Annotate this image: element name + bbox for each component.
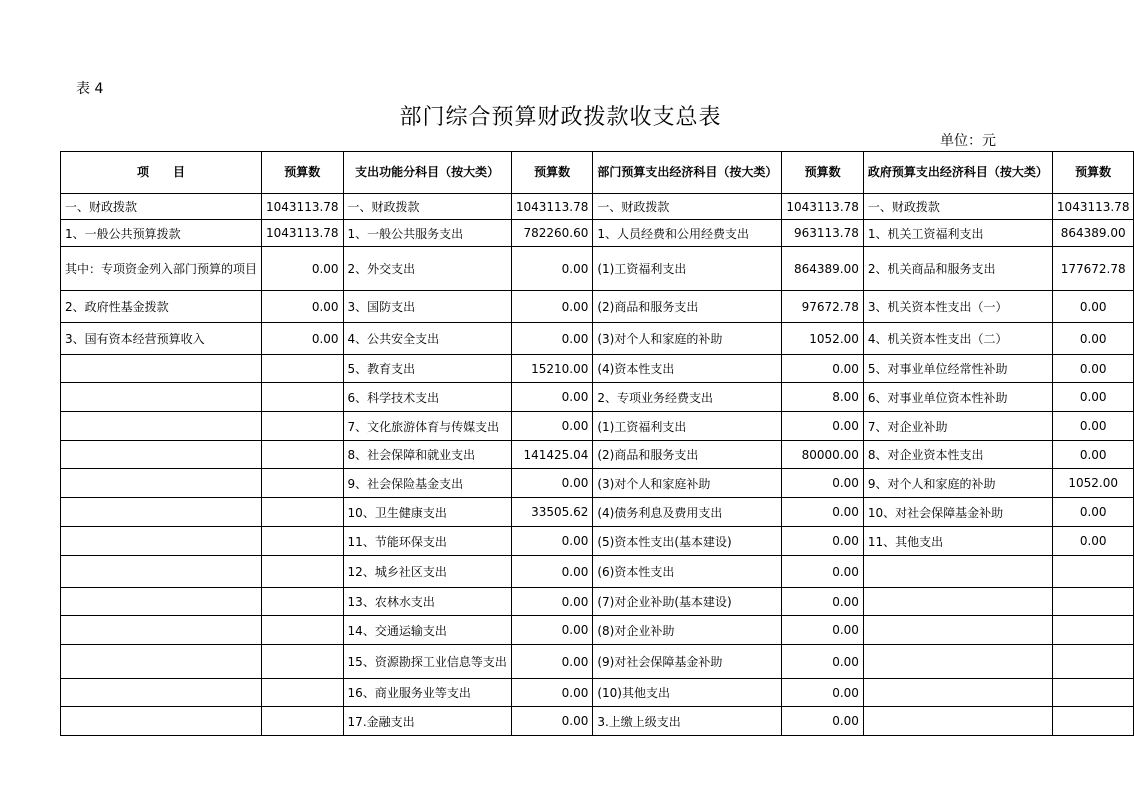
category-cell: (7)对企业补助(基本建设) bbox=[593, 588, 782, 616]
budget-amount-cell: 0.00 bbox=[262, 247, 344, 291]
budget-amount-cell: 0.00 bbox=[1052, 323, 1134, 355]
category-cell: 1、一般公共服务支出 bbox=[343, 220, 511, 247]
page-title: 部门综合预算财政拨款收支总表 bbox=[399, 105, 722, 130]
table-row bbox=[61, 291, 1134, 323]
category-cell: 5、对事业单位经常性补助 bbox=[863, 355, 1052, 383]
table-number-label: 表 4 bbox=[76, 81, 104, 97]
budget-amount-cell: 0.00 bbox=[1052, 527, 1134, 556]
budget-amount-cell: 0.00 bbox=[782, 556, 864, 588]
budget-amount-cell bbox=[262, 527, 344, 556]
col-header-budget: 预算数 bbox=[1052, 152, 1134, 194]
budget-amount-cell: 97672.78 bbox=[782, 291, 864, 323]
header-row bbox=[61, 152, 1134, 194]
budget-amount-cell: 0.00 bbox=[511, 588, 593, 616]
budget-amount-cell: 141425.04 bbox=[511, 441, 593, 469]
budget-amount-cell: 0.00 bbox=[1052, 441, 1134, 469]
budget-amount-cell bbox=[1052, 588, 1134, 616]
budget-amount-cell bbox=[262, 441, 344, 469]
budget-amount-cell: 0.00 bbox=[1052, 412, 1134, 441]
budget-amount-cell: 0.00 bbox=[782, 498, 864, 527]
budget-amount-cell: 0.00 bbox=[511, 707, 593, 736]
budget-amount-cell: 1043113.78 bbox=[262, 220, 344, 247]
category-cell bbox=[863, 679, 1052, 707]
category-cell: (2)商品和服务支出 bbox=[593, 441, 782, 469]
category-cell: 15、资源勘探工业信息等支出 bbox=[343, 645, 511, 679]
category-cell: 2、机关商品和服务支出 bbox=[863, 247, 1052, 291]
budget-amount-cell: 8.00 bbox=[782, 383, 864, 412]
budget-amount-cell bbox=[262, 412, 344, 441]
budget-amount-cell: 0.00 bbox=[262, 323, 344, 355]
category-cell bbox=[61, 588, 262, 616]
category-cell: 2、外交支出 bbox=[343, 247, 511, 291]
category-cell: 7、文化旅游体育与传媒支出 bbox=[343, 412, 511, 441]
category-cell: 3、机关资本性支出（一） bbox=[863, 291, 1052, 323]
budget-amount-cell: 0.00 bbox=[782, 588, 864, 616]
category-cell: 10、卫生健康支出 bbox=[343, 498, 511, 527]
category-cell bbox=[61, 645, 262, 679]
category-cell bbox=[61, 616, 262, 645]
col-header-item: 项 目 bbox=[61, 152, 262, 194]
category-cell: 8、社会保障和就业支出 bbox=[343, 441, 511, 469]
table-row bbox=[61, 556, 1134, 588]
unit-label: 单位：元 bbox=[940, 133, 996, 149]
col-header-function-category: 支出功能分科目（按大类） bbox=[343, 152, 511, 194]
category-cell: 6、对事业单位资本性补助 bbox=[863, 383, 1052, 412]
budget-amount-cell: 15210.00 bbox=[511, 355, 593, 383]
budget-amount-cell: 0.00 bbox=[782, 469, 864, 498]
category-cell: 10、对社会保障基金补助 bbox=[863, 498, 1052, 527]
table-row bbox=[61, 220, 1134, 247]
category-cell: 6、科学技术支出 bbox=[343, 383, 511, 412]
category-cell: (5)资本性支出(基本建设) bbox=[593, 527, 782, 556]
table-row bbox=[61, 383, 1134, 412]
table-row bbox=[61, 323, 1134, 355]
table-row bbox=[61, 355, 1134, 383]
table-row bbox=[61, 616, 1134, 645]
budget-amount-cell: 177672.78 bbox=[1052, 247, 1134, 291]
budget-amount-cell: 1043113.78 bbox=[782, 194, 864, 220]
budget-amount-cell: 1043113.78 bbox=[511, 194, 593, 220]
category-cell: 4、机关资本性支出（二） bbox=[863, 323, 1052, 355]
budget-amount-cell bbox=[262, 469, 344, 498]
category-cell bbox=[863, 707, 1052, 736]
budget-amount-cell: 80000.00 bbox=[782, 441, 864, 469]
category-cell bbox=[61, 498, 262, 527]
budget-amount-cell bbox=[1052, 679, 1134, 707]
budget-amount-cell: 0.00 bbox=[782, 616, 864, 645]
table-row bbox=[61, 645, 1134, 679]
table-row bbox=[61, 679, 1134, 707]
category-cell bbox=[61, 441, 262, 469]
category-cell bbox=[863, 588, 1052, 616]
budget-amount-cell: 0.00 bbox=[782, 412, 864, 441]
budget-amount-cell: 0.00 bbox=[1052, 383, 1134, 412]
col-header-budget: 预算数 bbox=[262, 152, 344, 194]
col-header-budget: 预算数 bbox=[782, 152, 864, 194]
category-cell bbox=[61, 527, 262, 556]
category-cell: 2、专项业务经费支出 bbox=[593, 383, 782, 412]
budget-amount-cell bbox=[262, 707, 344, 736]
category-cell: 11、其他支出 bbox=[863, 527, 1052, 556]
budget-amount-cell: 1052.00 bbox=[782, 323, 864, 355]
category-cell: (3)对个人和家庭补助 bbox=[593, 469, 782, 498]
budget-amount-cell bbox=[1052, 645, 1134, 679]
category-cell: 其中：专项资金列入部门预算的项目 bbox=[61, 247, 262, 291]
col-header-gov-economic-category: 政府预算支出经济科目（按大类） bbox=[863, 152, 1052, 194]
category-cell: 12、城乡社区支出 bbox=[343, 556, 511, 588]
table-row bbox=[61, 247, 1134, 291]
category-cell: 4、公共安全支出 bbox=[343, 323, 511, 355]
col-header-dept-economic-category: 部门预算支出经济科目（按大类） bbox=[593, 152, 782, 194]
category-cell bbox=[61, 355, 262, 383]
budget-amount-cell bbox=[262, 679, 344, 707]
budget-amount-cell: 0.00 bbox=[1052, 291, 1134, 323]
category-cell: 7、对企业补助 bbox=[863, 412, 1052, 441]
budget-amount-cell: 1052.00 bbox=[1052, 469, 1134, 498]
category-cell: 1、机关工资福利支出 bbox=[863, 220, 1052, 247]
budget-amount-cell: 0.00 bbox=[511, 616, 593, 645]
budget-amount-cell: 782260.60 bbox=[511, 220, 593, 247]
budget-amount-cell: 864389.00 bbox=[1052, 220, 1134, 247]
category-cell: 2、政府性基金拨款 bbox=[61, 291, 262, 323]
budget-amount-cell: 0.00 bbox=[262, 291, 344, 323]
category-cell: (1)工资福利支出 bbox=[593, 247, 782, 291]
category-cell: 1、人员经费和公用经费支出 bbox=[593, 220, 782, 247]
budget-amount-cell: 0.00 bbox=[782, 679, 864, 707]
category-cell: 14、交通运输支出 bbox=[343, 616, 511, 645]
category-cell: (4)资本性支出 bbox=[593, 355, 782, 383]
budget-amount-cell bbox=[1052, 707, 1134, 736]
budget-amount-cell: 0.00 bbox=[782, 527, 864, 556]
category-cell: (1)工资福利支出 bbox=[593, 412, 782, 441]
category-cell bbox=[61, 383, 262, 412]
category-cell: 一、财政拨款 bbox=[593, 194, 782, 220]
budget-amount-cell: 0.00 bbox=[511, 645, 593, 679]
category-cell: 一、财政拨款 bbox=[863, 194, 1052, 220]
category-cell bbox=[863, 616, 1052, 645]
category-cell: 一、财政拨款 bbox=[343, 194, 511, 220]
category-cell: 13、农林水支出 bbox=[343, 588, 511, 616]
budget-amount-cell: 33505.62 bbox=[511, 498, 593, 527]
budget-amount-cell: 0.00 bbox=[782, 707, 864, 736]
budget-amount-cell bbox=[262, 355, 344, 383]
category-cell: (2)商品和服务支出 bbox=[593, 291, 782, 323]
table-row bbox=[61, 527, 1134, 556]
budget-amount-cell: 0.00 bbox=[511, 679, 593, 707]
budget-amount-cell: 0.00 bbox=[782, 645, 864, 679]
budget-summary-table bbox=[60, 151, 1134, 736]
budget-amount-cell: 0.00 bbox=[511, 527, 593, 556]
category-cell: 5、教育支出 bbox=[343, 355, 511, 383]
category-cell: (9)对社会保障基金补助 bbox=[593, 645, 782, 679]
budget-amount-cell: 1043113.78 bbox=[262, 194, 344, 220]
col-header-budget: 预算数 bbox=[511, 152, 593, 194]
category-cell: 16、商业服务业等支出 bbox=[343, 679, 511, 707]
table-row bbox=[61, 707, 1134, 736]
category-cell: 11、节能环保支出 bbox=[343, 527, 511, 556]
category-cell: 3、国有资本经营预算收入 bbox=[61, 323, 262, 355]
category-cell: (3)对个人和家庭的补助 bbox=[593, 323, 782, 355]
budget-amount-cell bbox=[262, 616, 344, 645]
budget-amount-cell bbox=[262, 645, 344, 679]
category-cell bbox=[863, 645, 1052, 679]
budget-amount-cell bbox=[1052, 556, 1134, 588]
table-row bbox=[61, 441, 1134, 469]
category-cell: 1、一般公共预算拨款 bbox=[61, 220, 262, 247]
category-cell bbox=[61, 412, 262, 441]
table-row bbox=[61, 469, 1134, 498]
category-cell bbox=[61, 679, 262, 707]
table-row bbox=[61, 498, 1134, 527]
budget-amount-cell: 0.00 bbox=[1052, 355, 1134, 383]
budget-amount-cell: 0.00 bbox=[511, 469, 593, 498]
category-cell: (10)其他支出 bbox=[593, 679, 782, 707]
category-cell: 9、社会保险基金支出 bbox=[343, 469, 511, 498]
table-row bbox=[61, 194, 1134, 220]
budget-amount-cell bbox=[1052, 616, 1134, 645]
category-cell: 3、国防支出 bbox=[343, 291, 511, 323]
budget-amount-cell: 0.00 bbox=[511, 556, 593, 588]
category-cell: (4)债务利息及费用支出 bbox=[593, 498, 782, 527]
category-cell: 3.上缴上级支出 bbox=[593, 707, 782, 736]
budget-amount-cell: 0.00 bbox=[511, 323, 593, 355]
budget-amount-cell: 864389.00 bbox=[782, 247, 864, 291]
category-cell bbox=[863, 556, 1052, 588]
budget-amount-cell: 0.00 bbox=[511, 247, 593, 291]
budget-amount-cell: 0.00 bbox=[511, 383, 593, 412]
category-cell bbox=[61, 556, 262, 588]
budget-amount-cell: 0.00 bbox=[1052, 498, 1134, 527]
category-cell: 8、对企业资本性支出 bbox=[863, 441, 1052, 469]
category-cell bbox=[61, 469, 262, 498]
budget-amount-cell: 0.00 bbox=[511, 412, 593, 441]
category-cell: 9、对个人和家庭的补助 bbox=[863, 469, 1052, 498]
category-cell bbox=[61, 707, 262, 736]
table-row bbox=[61, 412, 1134, 441]
category-cell: (6)资本性支出 bbox=[593, 556, 782, 588]
category-cell: 一、财政拨款 bbox=[61, 194, 262, 220]
budget-amount-cell: 0.00 bbox=[511, 291, 593, 323]
budget-amount-cell: 0.00 bbox=[782, 355, 864, 383]
budget-amount-cell bbox=[262, 383, 344, 412]
budget-amount-cell: 1043113.78 bbox=[1052, 194, 1134, 220]
category-cell: 17.金融支出 bbox=[343, 707, 511, 736]
budget-amount-cell bbox=[262, 588, 344, 616]
table-row bbox=[61, 588, 1134, 616]
budget-amount-cell bbox=[262, 498, 344, 527]
budget-amount-cell bbox=[262, 556, 344, 588]
category-cell: (8)对企业补助 bbox=[593, 616, 782, 645]
budget-amount-cell: 963113.78 bbox=[782, 220, 864, 247]
